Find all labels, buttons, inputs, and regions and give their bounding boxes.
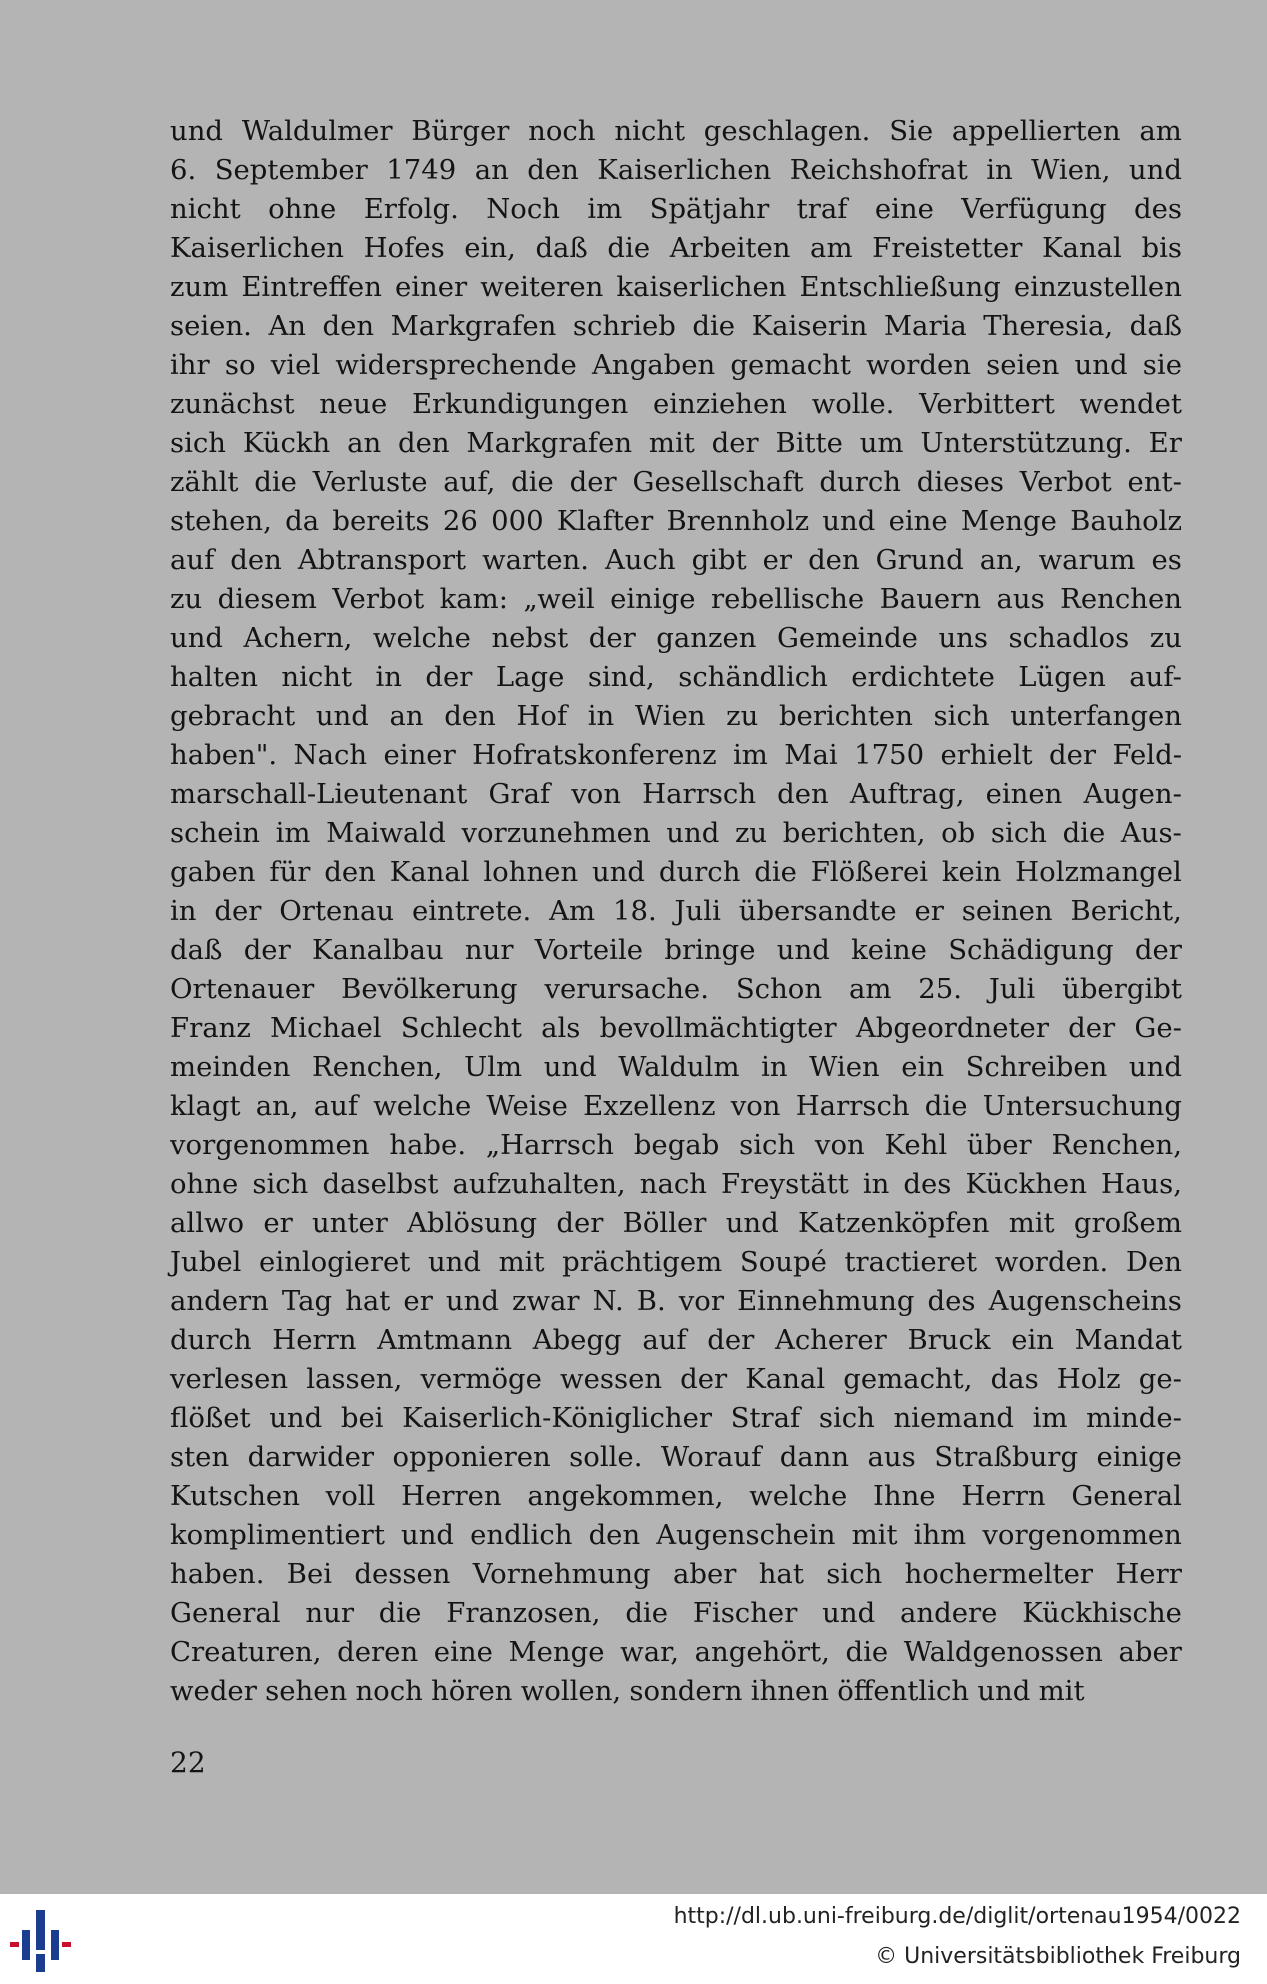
- text-line: weder sehen noch hören wollen, sondern ihnen öffentlich und mit: [170, 1675, 1085, 1707]
- viewer-footer: [0, 1894, 1267, 1984]
- text-line: 6. September 1749 an den Kaiserlichen Reichshofrat in Wien, und: [170, 154, 1182, 186]
- text-line: stehen, da bereits 26 000 Klafter Brennholz und eine Menge Bauholz: [170, 505, 1182, 537]
- text-line: haben". Nach einer Hofratskonferenz im Mai 1750 erhielt der Feld-: [170, 739, 1182, 771]
- body-text: [170, 112, 1182, 1711]
- text-line: komplimentiert und endlich den Augenschein mit ihm vorgenommen: [170, 1519, 1182, 1551]
- text-line: General nur die Franzosen, die Fischer und andere Kückhische: [170, 1597, 1182, 1629]
- text-line: Ortenauer Bevölkerung verursache. Schon am 25. Juli übergibt: [170, 973, 1182, 1005]
- page-number: 22: [170, 1746, 206, 1779]
- text-line: meinden Renchen, Ulm und Waldulm in Wien ein Schreiben und: [170, 1051, 1182, 1083]
- text-line: verlesen lassen, vermöge wessen der Kanal gemacht, das Holz ge-: [170, 1363, 1182, 1395]
- library-logo-icon: [10, 1908, 80, 1974]
- text-line: halten nicht in der Lage sind, schändlich erdichtete Lügen auf-: [170, 661, 1182, 693]
- text-line: Kaiserlichen Hofes ein, daß die Arbeiten am Freistetter Kanal bis: [170, 232, 1182, 264]
- text-line: auf den Abtransport warten. Auch gibt er den Grund an, warum es: [170, 544, 1182, 576]
- text-line: allwo er unter Ablösung der Böller und Katzenköpfen mit großem: [170, 1207, 1182, 1239]
- text-line: andern Tag hat er und zwar N. B. vor Einnehmung des Augenscheins: [170, 1285, 1182, 1317]
- text-line: schein im Maiwald vorzunehmen und zu berichten, ob sich die Aus-: [170, 817, 1182, 849]
- text-line: haben. Bei dessen Vornehmung aber hat sich hochermelter Herr: [170, 1558, 1182, 1590]
- copyright-notice: © Universitätsbibliothek Freiburg: [875, 1944, 1241, 1969]
- text-line: ohne sich daselbst aufzuhalten, nach Freystätt in des Kückhen Haus,: [170, 1168, 1182, 1200]
- text-line: flößet und bei Kaiserlich-Königlicher Straf sich niemand im minde-: [170, 1402, 1182, 1434]
- text-line: und Waldulmer Bürger noch nicht geschlagen. Sie appellierten am: [170, 115, 1182, 147]
- text-line: gaben für den Kanal lohnen und durch die Flößerei kein Holzmangel: [170, 856, 1182, 888]
- text-line: zum Eintreffen einer weiteren kaiserlichen Entschließung einzustellen: [170, 271, 1182, 303]
- text-line: marschall-Lieutenant Graf von Harrsch den Auftrag, einen Augen-: [170, 778, 1182, 810]
- text-line: Jubel einlogieret und mit prächtigem Soupé tractieret worden. Den: [170, 1246, 1182, 1278]
- text-line: daß der Kanalbau nur Vorteile bringe und keine Schädigung der: [170, 934, 1182, 966]
- text-line: und Achern, welche nebst der ganzen Gemeinde uns schadlos zu: [170, 622, 1182, 654]
- text-line: sten darwider opponieren solle. Worauf dann aus Straßburg einige: [170, 1441, 1182, 1473]
- text-line: zunächst neue Erkundigungen einziehen wolle. Verbittert wendet: [170, 388, 1182, 420]
- text-line: seien. An den Markgrafen schrieb die Kaiserin Maria Theresia, daß: [170, 310, 1182, 342]
- text-line: Creaturen, deren eine Menge war, angehört, die Waldgenossen aber: [170, 1636, 1182, 1668]
- source-url[interactable]: http://dl.ub.uni-freiburg.de/diglit/ortenau1954/0022: [673, 1904, 1241, 1929]
- text-line: zu diesem Verbot kam: „weil einige rebellische Bauern aus Renchen: [170, 583, 1182, 615]
- text-line: in der Ortenau eintrete. Am 18. Juli übersandte er seinen Bericht,: [170, 895, 1182, 927]
- text-line: durch Herrn Amtmann Abegg auf der Acherer Bruck ein Mandat: [170, 1324, 1182, 1356]
- text-line: zählt die Verluste auf, die der Gesellschaft durch dieses Verbot ent-: [170, 466, 1182, 498]
- text-line: nicht ohne Erfolg. Noch im Spätjahr traf eine Verfügung des: [170, 193, 1182, 225]
- text-line: Franz Michael Schlecht als bevollmächtigter Abgeordneter der Ge-: [170, 1012, 1182, 1044]
- text-line: gebracht und an den Hof in Wien zu berichten sich unterfangen: [170, 700, 1182, 732]
- text-line: vorgenommen habe. „Harrsch begab sich von Kehl über Renchen,: [170, 1129, 1182, 1161]
- text-line: ihr so viel widersprechende Angaben gemacht worden seien und sie: [170, 349, 1182, 381]
- text-line: Kutschen voll Herren angekommen, welche Ihne Herrn General: [170, 1480, 1182, 1512]
- text-line: klagt an, auf welche Weise Exzellenz von Harrsch die Untersuchung: [170, 1090, 1182, 1122]
- text-line: sich Kückh an den Markgrafen mit der Bitte um Unterstützung. Er: [170, 427, 1182, 459]
